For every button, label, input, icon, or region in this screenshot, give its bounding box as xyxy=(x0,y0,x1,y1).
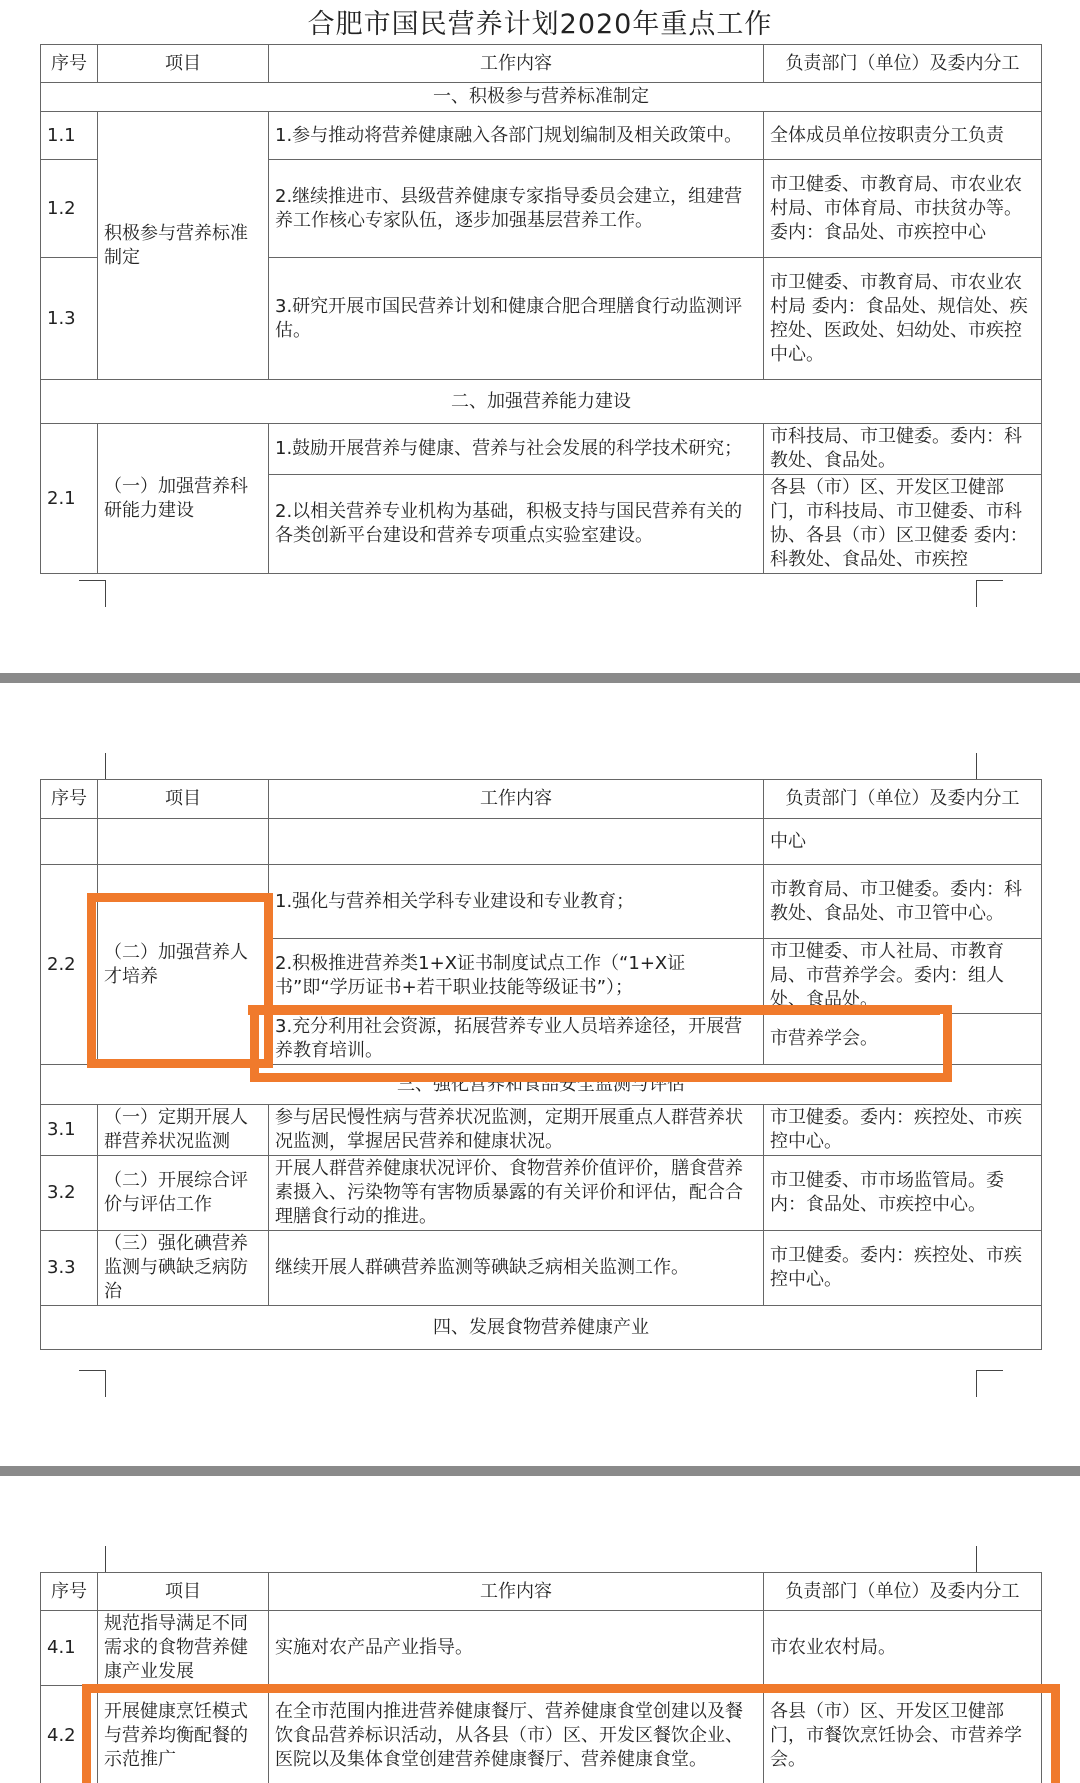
header-row xyxy=(41,1573,1042,1611)
row-item: （一）定期开展人群营养状况监测 xyxy=(98,1105,269,1156)
header-item: 项目 xyxy=(98,1573,269,1611)
row-number: 3.1 xyxy=(41,1105,98,1156)
row-item: 积极参与营养标准制定 xyxy=(98,112,269,380)
table-row xyxy=(41,1611,1042,1686)
corner-mark xyxy=(79,753,106,780)
section-row xyxy=(41,83,1042,112)
row-content: 1.强化与营养相关学科专业建设和专业教育； xyxy=(269,865,764,939)
row-dept: 全体成员单位按职责分工负责 xyxy=(764,112,1042,160)
row-item: （一）加强营养科研能力建设 xyxy=(98,424,269,574)
corner-mark xyxy=(976,1370,1003,1397)
row-content: 2.以相关营养专业机构为基础，积极支持与国民营养有关的各类创新平台建设和营养专项重点实验室建设。 xyxy=(269,475,764,574)
section-row xyxy=(41,380,1042,424)
header-no: 序号 xyxy=(41,45,98,83)
header-content: 工作内容 xyxy=(269,1573,764,1611)
highlight-box-row xyxy=(82,1684,1060,1783)
header-row xyxy=(41,780,1042,819)
page-3 xyxy=(0,1476,1080,1783)
header-item: 项目 xyxy=(98,45,269,83)
row-item: （二）加强营养人才培养 xyxy=(98,865,269,1065)
corner-mark xyxy=(79,580,106,607)
row-number: 1.2 xyxy=(41,160,98,258)
row-dept: 各县（市）区、开发区卫健部门，市科技局、市卫健委、市科协、各县（市）区卫健委 委内：科教处、食品处、市疾控 xyxy=(764,475,1042,574)
row-dept: 中心 xyxy=(764,819,1042,865)
row-dept: 市卫健委、市人社局、市教育局、市营养学会。委内：组人处、食品处。 xyxy=(764,939,1042,1014)
table-row xyxy=(41,1156,1042,1231)
row-dept: 市科技局、市卫健委。委内：科教处、食品处。 xyxy=(764,424,1042,475)
row-number: 1.3 xyxy=(41,258,98,380)
row-item xyxy=(98,819,269,865)
corner-mark xyxy=(976,1546,1003,1573)
header-dept: 负责部门（单位）及委内分工 xyxy=(764,1573,1042,1611)
section-title: 四、发展食物营养健康产业 xyxy=(41,1306,1042,1350)
row-content: 2.继续推进市、县级营养健康专家指导委员会建立，组建营养工作核心专家队伍，逐步加强基层营养工作。 xyxy=(269,160,764,258)
header-content: 工作内容 xyxy=(269,780,764,819)
header-item: 项目 xyxy=(98,780,269,819)
row-number: 2.2 xyxy=(41,865,98,1065)
row-content: 在全市范围内推进营养健康餐厅、营养健康食堂创建以及餐饮食品营养标识活动，从各县（市）区、开发区餐饮企业、医院以及集体食堂创建营养健康餐厅、营养健康食堂。 xyxy=(269,1686,764,1783)
row-number xyxy=(41,819,98,865)
row-dept: 市卫健委。委内：疾控处、市疾控中心。 xyxy=(764,1231,1042,1306)
row-number: 1.1 xyxy=(41,112,98,160)
row-content xyxy=(269,819,764,865)
corner-mark xyxy=(976,580,1003,607)
section-title: 一、积极参与营养标准制定 xyxy=(41,83,1042,112)
row-number: 4.2 xyxy=(41,1686,98,1783)
page-divider xyxy=(0,673,1080,683)
table-page-1 xyxy=(40,44,1042,574)
page-1 xyxy=(0,0,1080,672)
corner-mark xyxy=(79,1370,106,1397)
header-row xyxy=(41,45,1042,83)
table-row xyxy=(41,819,1042,865)
row-dept: 市营养学会。 xyxy=(764,1014,1042,1065)
corner-mark xyxy=(976,753,1003,780)
highlight-box-row xyxy=(250,1005,952,1082)
corner-mark xyxy=(79,1546,106,1573)
section-title: 二、加强营养能力建设 xyxy=(41,380,1042,424)
row-dept: 市卫健委、市教育局、市农业农村局、市体育局、市扶贫办等。委内：食品处、市疾控中心 xyxy=(764,160,1042,258)
table-row xyxy=(41,1105,1042,1156)
row-item: 开展健康烹饪模式与营养均衡配餐的示范推广 xyxy=(98,1686,269,1783)
document-title: 合肥市国民营养计划2020年重点工作 xyxy=(307,9,773,40)
row-dept: 各县（市）区、开发区卫健部门，市餐饮烹饪协会、市营养学会。 xyxy=(764,1686,1042,1783)
section-row xyxy=(41,1306,1042,1350)
row-content: 2.积极推进营养类1+X证书制度试点工作（“1+X证书”即“学历证书+若干职业技能等级证书”）； xyxy=(269,939,764,1014)
table-row xyxy=(41,1231,1042,1306)
row-item: （三）强化碘营养监测与碘缺乏病防治 xyxy=(98,1231,269,1306)
row-number: 3.2 xyxy=(41,1156,98,1231)
row-dept: 市教育局、市卫健委。委内：科教处、食品处、市卫管中心。 xyxy=(764,865,1042,939)
row-content: 3.研究开展市国民营养计划和健康合肥合理膳食行动监测评估。 xyxy=(269,258,764,380)
page-divider xyxy=(0,1466,1080,1476)
row-dept: 市农业农村局。 xyxy=(764,1611,1042,1686)
row-item: 规范指导满足不同需求的食物营养健康产业发展 xyxy=(98,1611,269,1686)
page-2 xyxy=(0,683,1080,1463)
header-dept: 负责部门（单位）及委内分工 xyxy=(764,45,1042,83)
row-content: 1.鼓励开展营养与健康、营养与社会发展的科学技术研究； xyxy=(269,424,764,475)
row-content: 参与居民慢性病与营养状况监测，定期开展重点人群营养状况监测，掌握居民营养和健康状况。 xyxy=(269,1105,764,1156)
row-number: 2.1 xyxy=(41,424,98,574)
row-dept: 市卫健委。委内：疾控处、市疾控中心。 xyxy=(764,1105,1042,1156)
header-content: 工作内容 xyxy=(269,45,764,83)
row-number: 4.1 xyxy=(41,1611,98,1686)
header-dept: 负责部门（单位）及委内分工 xyxy=(764,780,1042,819)
row-content: 3.充分利用社会资源，拓展营养专业人员培养途径，开展营养教育培训。 xyxy=(269,1014,764,1065)
row-content: 开展人群营养健康状况评价、食物营养价值评价，膳食营养素摄入、污染物等有害物质暴露的有关评价和评估，配合合理膳食行动的推进。 xyxy=(269,1156,764,1231)
header-no: 序号 xyxy=(41,780,98,819)
header-no: 序号 xyxy=(41,1573,98,1611)
row-content: 1.参与推动将营养健康融入各部门规划编制及相关政策中。 xyxy=(269,112,764,160)
row-dept: 市卫健委、市市场监管局。委内：食品处、市疾控中心。 xyxy=(764,1156,1042,1231)
highlight-box-item xyxy=(87,893,273,1068)
row-content: 继续开展人群碘营养监测等碘缺乏病相关监测工作。 xyxy=(269,1231,764,1306)
row-content: 实施对农产品产业指导。 xyxy=(269,1611,764,1686)
row-item: （二）开展综合评价与评估工作 xyxy=(98,1156,269,1231)
table-row xyxy=(41,112,1042,160)
section-title: 三、强化营养和食品安全监测与评估 xyxy=(41,1065,1042,1105)
row-dept: 市卫健委、市教育局、市农业农村局 委内：食品处、规信处、疾控处、医政处、妇幼处、市疾控中心。 xyxy=(764,258,1042,380)
row-number: 3.3 xyxy=(41,1231,98,1306)
table-row xyxy=(41,424,1042,475)
